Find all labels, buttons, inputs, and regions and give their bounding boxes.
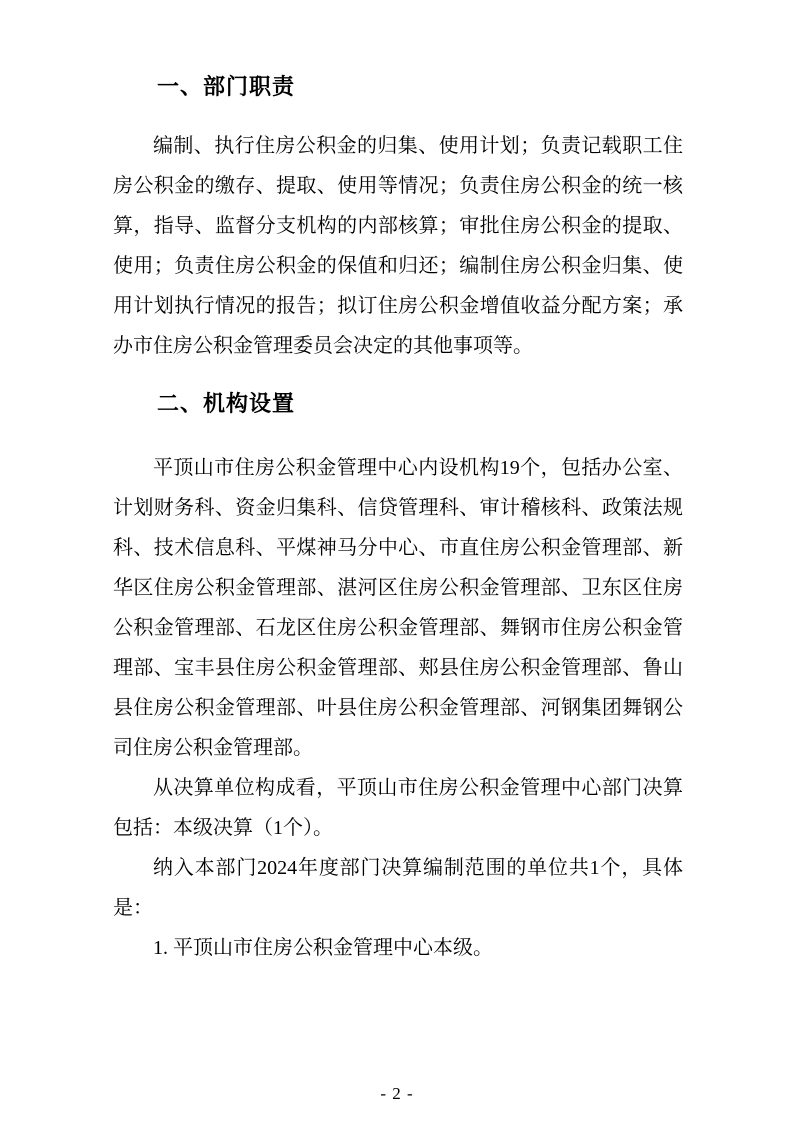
text-line: 使用；负责住房公积金的保值和归还；编制住房公积金归集、使 (113, 255, 683, 277)
text-line: 公积金管理部、石龙区住房公积金管理部、舞钢市住房公积金管 (113, 617, 683, 639)
text-line: 县住房公积金管理部、叶县住房公积金管理部、河钢集团舞钢公 (113, 697, 683, 719)
text-line: 纳入本部门2024年度部门决算编制范围的单位共1个，具体 (153, 857, 683, 879)
paragraph-scope (113, 848, 683, 928)
text-line: 是： (113, 897, 153, 919)
paragraph-budget-units (113, 768, 683, 848)
text-line: 科、技术信息科、平煤神马分中心、市直住房公积金管理部、新 (113, 537, 683, 559)
text-line: 司住房公积金管理部。 (113, 737, 313, 759)
text-line: 华区住房公积金管理部、湛河区住房公积金管理部、卫东区住房 (113, 577, 683, 599)
text-line: 计划财务科、资金归集科、信贷管理科、审计稽核科、政策法规 (113, 497, 683, 519)
text-line: 办市住房公积金管理委员会决定的其他事项等。 (113, 335, 533, 357)
paragraph-internal-departments (113, 448, 683, 768)
section-heading-organization: 二、机构设置 (157, 391, 296, 416)
paragraph-responsibilities (113, 126, 683, 366)
text-line: 1. 平顶山市住房公积金管理中心本级。 (153, 937, 493, 959)
text-line: 理部、宝丰县住房公积金管理部、郏县住房公积金管理部、鲁山 (113, 657, 683, 679)
text-line: 包括：本级决算（1个）。 (113, 817, 333, 839)
text-line: 编制、执行住房公积金的归集、使用计划；负责记载职工住 (153, 135, 683, 157)
paragraph-unit-list (113, 928, 683, 968)
text-line: 算，指导、监督分支机构的内部核算；审批住房公积金的提取、 (113, 215, 683, 237)
text-line: 用计划执行情况的报告；拟订住房公积金增值收益分配方案；承 (113, 295, 683, 317)
page-number: - 2 - (380, 1084, 414, 1103)
text-line: 房公积金的缴存、提取、使用等情况；负责住房公积金的统一核 (113, 175, 683, 197)
text-line: 平顶山市住房公积金管理中心内设机构19个，包括办公室、 (153, 457, 683, 479)
section-heading-responsibilities: 一、部门职责 (157, 74, 296, 99)
text-line: 从决算单位构成看，平顶山市住房公积金管理中心部门决算 (153, 777, 683, 799)
